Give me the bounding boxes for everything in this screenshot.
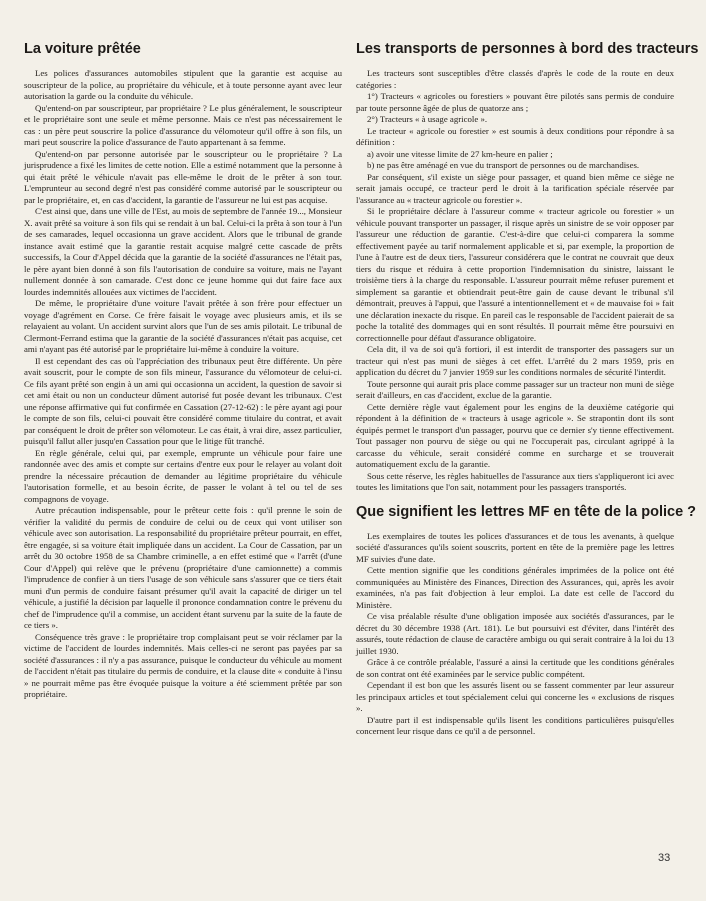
paragraph: C'est ainsi que, dans une ville de l'Est, au mois de septembre de l'année 19..., Monsieur X. avait prêté sa voiture à son fils qui se rendait à un bal. Celui-ci la prêta à son tour à l'un de ses camarades, lequel occasionna un grave accident. Alors que le tribunal de grande instance avait estimé que la garantie restait acquise malgré cette cascade de prêts successifs, la Cour d'Appel décida que la garantie de la société d'assurances ne l'était pas, le père ayant bien donné à son fils l'autorisation de conduire sa voiture, mais ne l'ayant nullement donnée à son camarade. C'est donc ce jeune homme qui dut faire face aux lourdes indemnités allouées aux victimes de l'accident. [24,206,342,297]
paragraph: Conséquence très grave : le propriétaire trop complaisant peut se voir réclamer par la victime de l'accident de lourdes indemnités. Mais celles-ci ne seront pas payées par sa société d'assurances : il n'y a pas assurance, puisque le conducteur du véhicule au moment de l'accident n'était pas titulaire du permis de conduire, et la clause dite « conduite à l'insu » ne pourrait même pas être évoquée puisque la voiture a été sciemment prêtée par son propriétaire. [24,631,342,699]
paragraph: Cette dernière règle vaut également pour les engins de la deuxième catégorie qui répondent à la définition de « tracteurs à usage agricole ». Se strapontin dont ils sont équipés permet le transport d'un passager, pourvu que ce dernier s'y tienne effectivement. Tout passager non pourvu de siège ou qui ne l'occuperait pas, circulant agrippé à la carcasse du véhicule, serait considéré comme en surcharge et se trouverait automatiquement exclu de la garantie. [356,401,674,469]
article-title-lettres-mf: Que signifient les lettres MF en tête de la police ? [356,503,697,520]
paragraph: Grâce à ce contrôle préalable, l'assuré a ainsi la certitude que les conditions générales de son contrat ont été examinées par le service public compétent. [356,657,674,679]
paragraph: Par conséquent, s'il existe un siège pour passager, et quand bien même ce siège ne serait jamais occupé, ce tracteur perd le droit à la tarification spéciale réservée par l'assurance au « tracteur agricole ou forestier ». [356,171,674,205]
paragraph: a) avoir une vitesse limite de 27 km-heure en palier ; [367,148,553,159]
page-number: 33 [658,852,671,864]
paragraph: Toute personne qui aurait pris place comme passager sur un tracteur non muni de siège serait d'ailleurs, en cas d'accident, exclue de la garantie. [356,378,674,400]
paragraph: b) ne pas être aménagé en vue du transport de personnes ou de marchandises. [367,160,640,170]
paragraph: Sous cette réserve, les règles habituelles de l'assurance aux tiers s'appliqueront ici avec toutes les limitations que l'on sait, notamment pour les passagers transportés. [356,470,674,492]
paragraph: Si le propriétaire déclare à l'assureur comme « tracteur agricole ou forestier » un véhicule pouvant transporter un passager, il risque après un sinistre de se voir opposer par l'assureur une réduction de garantie. C'est-à-dire que celui-ci comparera la somme effectivement payée au tarif normalement applicable et si, par exemple, la proportion de l'une à l'autre est de deux tiers, l'assureur considérera que le contrat ne couvrait que deux tiers du risque et réduira à cette proportion l'indemnisation du sinistre, laissant le troisième tiers à la charge du responsable. L'assureur pourrait même refuser purement et simplement sa garantie et obtiendrait peut-être gain de cause devant le tribunal s'il démontrait, preuves à l'appui, que l'assuré a intentionnellement et « de mauvaise foi » fait une déclaration inexacte du risque. En pareil cas le responsable de l'accident paierait de sa poche la totalité des dommages qui en sont résultés. Il pourrait même être poursuivi en correctionnelle pour défaut d'assurance obligatoire. [356,206,674,343]
article-title-voiture-pretee: La voiture prêtée [24,41,141,57]
paragraph: Il est cependant des cas où l'appréciation des tribunaux peut être différente. Un père avait souscrit, pour le compte de son fils mineur, l'assurance du vélomoteur de celui-ci. Ce fils ayant prêté son engin à un ami qui occasionna un accident, la question de savoir si cet ami était ou non un conducteur dûment autorisé fut posée devant les tribunaux. C'est une réponse affirmative qui fut confirmée en Cassation (27-12-62) : le père ayant agi pour le compte de son fils, celui-ci pouvait être considéré comme titulaire du contrat, et avait par conséquent le droit de prêter son vélomoteur. Le cas était, à vrai dire, assez particulier, puisqu'il fallut aller jusqu'en Cassation pour que le litige fût tranché. [24,355,342,446]
paragraph: Qu'entend-on par souscripteur, par propriétaire ? Le plus généralement, le souscripteur et le propriétaire sont une seule et même personne. Mais ce n'est pas nécessairement le cas : un père peut souscrire la police d'assurance du vélomoteur qu'il offre à son fils, un mari peut souscrire la police d'assurance de l'auto appartenant à sa femme. [24,102,342,147]
paragraph: Ce visa préalable résulte d'une obligation imposée aux sociétés d'assurances, par le décret du 30 décembre 1938 (Art. 181). Le but poursuivi est d'éviter, dans l'intérêt des assurés, toute rédaction de clause de caractère ambigu ou qui serait contraire à la loi du 13 juillet 1930. [356,611,674,656]
paragraph: De même, le propriétaire d'une voiture l'avait prêtée à son frère pour effectuer un voyage d'agrément en Corse. Ce frère faisait le voyage avec plusieurs amis, et ils se relayaient au volant. Un accident survint alors que l'un de ses amis pilotait. Le tribunal de Clermont-Ferrand estima que la garantie de la société d'assurances n'était pas acquise, cet ami n'ayant pas été autorisé par le propriétaire lui-même à conduire la voiture. [24,298,342,354]
paragraph: Cependant il est bon que les assurés lisent ou se fassent commenter par leur assureur les principaux articles et tout spécialement celui qui concerne les « exclusions de risques ». [356,680,674,713]
paragraph: Le tracteur « agricole ou forestier » est soumis à deux conditions pour répondre à sa définition : [356,125,674,147]
paragraph: Qu'entend-on par personne autorisée par le souscripteur ou le propriétaire ? La jurisprudence a fixé les limites de cette notion. Elle a estimé notamment que la personne à qui était prêté le véhicule n'avait pas elle-même le droit de le prêter à son tour. L'emprunteur au second degré n'est pas considéré comme autorisé par le souscripteur ou par le propriétaire, et, en cas d'accident, la garantie de l'assureur ne lui est pas acquise. [24,148,342,205]
paragraph: D'autre part il est indispensable qu'ils lisent les conditions particulières puisqu'elles concernent leur risque dans ce qu'il a de personnel. [356,714,674,736]
paragraph: Cette mention signifie que les conditions générales imprimées de la police ont été communiquées au Ministère des Finances, Direction des Assurances, qui, après les avoir examinées, n'a pas fait d'objection à leur emploi. La date est celle de l'accord du Ministère. [356,565,674,610]
paragraph: Cela dit, il va de soi qu'à fortiori, il est interdit de transporter des passagers sur un tracteur qui n'est pas muni de sièges à cet effet. L'arrêté du 2 mars 1959, pris en application du décret du 7 janvier 1959 sur les conditions normales de sécurité l'interdit. [356,344,674,377]
article-title-tracteurs: Les transports de personnes à bord des tracteurs [356,41,699,57]
paragraph: 2°) Tracteurs « à usage agricole ». [367,114,488,124]
paragraph: Autre précaution indispensable, pour le prêteur cette fois : qu'il prenne le soin de vérifier la validité du permis de conduire de celui ou de ceux qui vont utiliser son véhicule avec son autorisation. La responsabilité du propriétaire prêteur pourrait, en effet, être engagée, si sa voiture était impliquée dans un accident. La Cour de Cassation, par un arrêt du 30 octobre 1958 de sa Chambre criminelle, a en effet estimé que « l'arrêt (d'une Cour d'Appel) qui relève que le prévenu (propriétaire d'une camionnette) a commis l'imprudence de confier à un tiers l'usage de son véhicule sans s'assurer que ce tiers était muni d'un permis de conduire faisant présumer qu'il avait la capacité de diriger un tel véhicule, a justifié la décision par laquelle il prononce condamnation contre le prévenu du chef de l'imprudence qu'il a commise, un accident étant survenu par la suite de la faute de ce tiers ». [24,505,342,630]
left-column [24,40,342,701]
right-column [356,40,699,738]
paragraph: Les tracteurs sont susceptibles d'être classés d'après le code de la route en deux catégories : [356,68,674,90]
paragraph: 1°) Tracteurs « agricoles ou forestiers » pouvant être pilotés sans permis de conduire par toute personne âgée de plus de quatorze ans ; [356,91,674,113]
paragraph: Les polices d'assurances automobiles stipulent que la garantie est acquise au souscripteur de la police, au propriétaire du véhicule, et à toute personne ayant avec leur autorisation la garde ou la conduite du véhicule. [24,68,342,101]
paragraph: Les exemplaires de toutes les polices d'assurances et de tous les avenants, à quelque société d'assurances qu'ils soient souscrits, portent en tête de la première page les lettres MF suivies d'une date. [356,530,674,564]
paragraph: En règle générale, celui qui, par exemple, emprunte un véhicule pour faire une randonnée avec des amis et compte sur certains d'entre eux pour le relayer au volant doit prendre la nécessaire précaution de demander au légitime propriétaire du véhicule l'autorisation formelle, et au besoin écrite, de passer le volant à tel ou tel de ses compagnons de voyage. [24,447,342,504]
